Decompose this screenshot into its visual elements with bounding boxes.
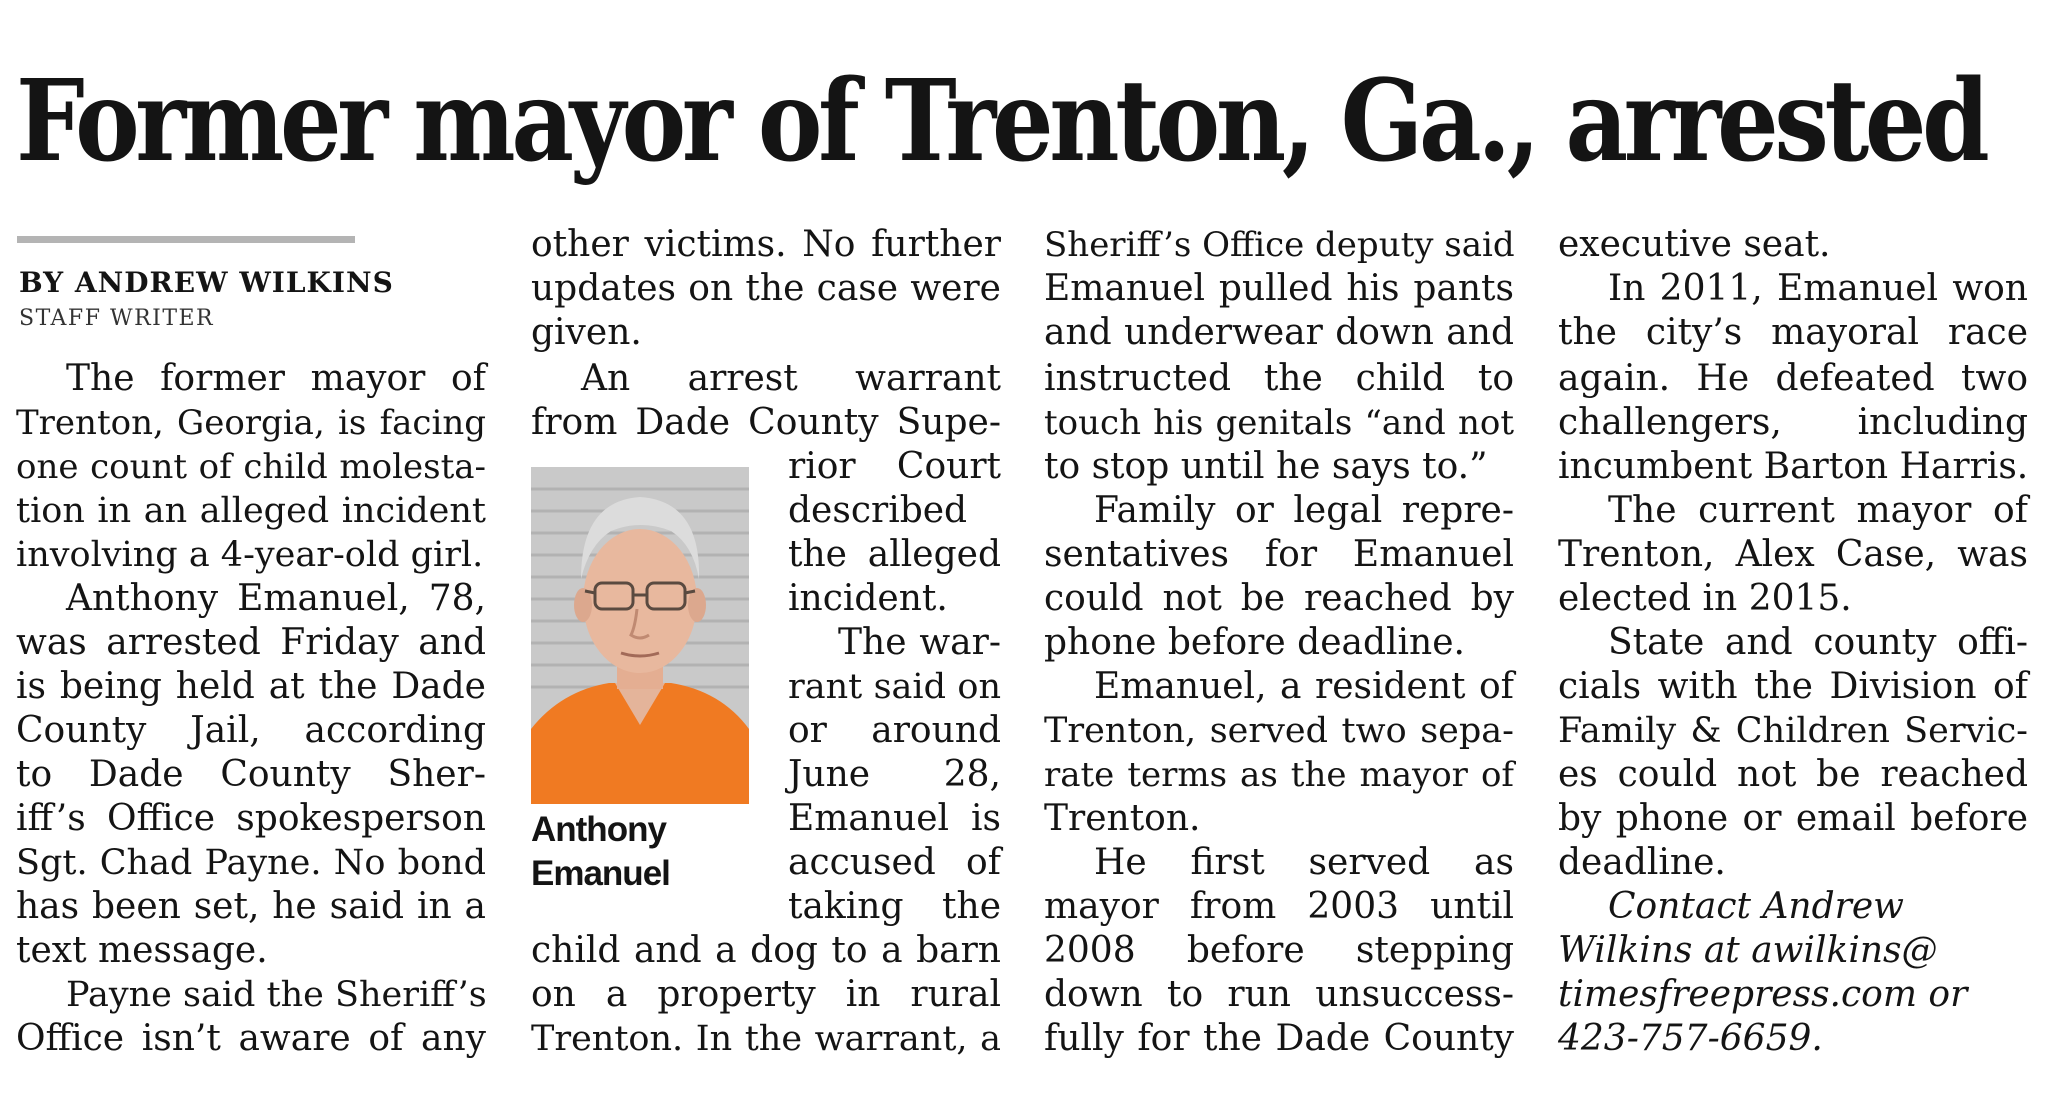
article-line: rant said on (788, 667, 1001, 707)
article-line: 2008 before stepping (1044, 930, 1514, 971)
article-column-4 (1558, 0, 2028, 1106)
photo-caption-line: Emanuel (531, 854, 670, 893)
article-line: or around (788, 710, 1001, 751)
article-line: Trenton, Alex Case, was (1558, 534, 2028, 575)
article-line: deadline. (1558, 842, 1726, 883)
article-line: Contact Andrew (1608, 886, 1904, 927)
article-line: could not be reached by (1044, 578, 1514, 619)
article-line: cials with the Division of (1558, 666, 2028, 707)
article-line: challengers, including (1558, 402, 2028, 443)
article-line: has been set, he said in a (16, 886, 486, 927)
article-line: State and county offi- (1608, 622, 2028, 663)
article-line: timesfreepress.com or (1558, 974, 1968, 1015)
article-line: Emanuel is (788, 798, 1001, 839)
article-line: iff’s Office spokesperson (16, 798, 486, 839)
photo-caption-line: Anthony (531, 810, 666, 849)
article-line: to stop until he says to.” (1044, 446, 1488, 487)
article-line: is being held at the Dade (16, 666, 486, 707)
mugshot-photo (531, 467, 749, 804)
headline: Former mayor of Trenton, Ga., arrested (16, 56, 1986, 187)
article-line: touch his genitals “and not (1044, 403, 1514, 443)
article-line: Trenton, Georgia, is facing (16, 403, 486, 443)
article-line: updates on the case were (531, 268, 1001, 309)
article-column-3 (1044, 0, 1514, 1106)
article-line: tion in an alleged incident (16, 491, 486, 531)
article-line: the city’s mayoral race (1558, 312, 2028, 353)
article-line: was arrested Friday and (16, 622, 486, 663)
article-line: text message. (16, 930, 268, 971)
article-line: incident. (788, 578, 948, 619)
article-line: elected in 2015. (1558, 578, 1852, 619)
article-line: instructed the child to (1044, 358, 1514, 399)
article-line: accused of (788, 842, 1001, 883)
article-line: Emanuel pulled his pants (1044, 268, 1514, 309)
article-line: Trenton. In the warrant, a (531, 1019, 1001, 1059)
article-line: Trenton. (1044, 798, 1201, 839)
article-line: Payne said the Sheriff’s (66, 975, 487, 1015)
article-line: and underwear down and (1044, 312, 1514, 353)
article-line: June 28, (788, 754, 1001, 795)
article-line: taking the (788, 886, 1001, 927)
article-line: down to run unsuccess- (1044, 974, 1514, 1015)
article-line: Wilkins at awilkins@ (1558, 930, 1938, 971)
article-line: Trenton, served two sepa- (1044, 711, 1514, 751)
article-line: phone before deadline. (1044, 622, 1465, 663)
article-line: es could not be reached (1558, 754, 2028, 795)
article-line: sentatives for Emanuel (1044, 534, 1514, 575)
article-line: one count of child molesta- (16, 447, 486, 487)
article-line: to Dade County Sher- (16, 754, 486, 795)
article-line: mayor from 2003 until (1044, 886, 1514, 927)
article-line: rior Court (788, 446, 1001, 487)
article-column-1 (16, 0, 486, 1106)
article-line: child and a dog to a barn (531, 930, 1001, 971)
article-line: fully for the Dade County (1044, 1018, 1514, 1059)
article-line: other victims. No further (531, 224, 1001, 265)
article-line: Anthony Emanuel, 78, (66, 578, 486, 619)
article-line: involving a 4-year-old girl. (16, 535, 484, 575)
byline: BY ANDREW WILKINS (19, 266, 394, 299)
article-line: Sheriff’s Office deputy said (1044, 225, 1515, 265)
article-line: from Dade County Supe- (531, 402, 1001, 443)
article-line: Emanuel, a resident of (1094, 666, 1514, 707)
article-line: Family & Children Servic- (1558, 711, 2028, 751)
byline-role: STAFF WRITER (19, 306, 215, 331)
article-line: The current mayor of (1608, 490, 2028, 531)
article-line: The war- (838, 622, 1001, 663)
article-line: executive seat. (1558, 224, 1831, 265)
article-line: County Jail, according (16, 710, 486, 751)
article-line: Sgt. Chad Payne. No bond (16, 843, 486, 883)
article-line: given. (531, 312, 642, 353)
article-line: described (788, 490, 968, 531)
article-line: The former mayor of (66, 358, 486, 399)
photo-caption (531, 808, 751, 896)
article-line: rate terms as the mayor of (1044, 755, 1514, 795)
article-line: Family or legal repre- (1094, 490, 1514, 531)
article-line: on a property in rural (531, 974, 1001, 1015)
article-line: the alleged (788, 534, 1001, 575)
article-line: incumbent Barton Harris. (1558, 446, 2029, 487)
article-line: 423-757-6659. (1558, 1018, 1823, 1059)
article-line: by phone or email before (1558, 798, 2028, 839)
article-line: He first served as (1094, 842, 1514, 883)
article-line: Office isn’t aware of any (16, 1018, 486, 1059)
article-line: An arrest warrant (581, 358, 1001, 399)
article-line: again. He defeated two (1558, 358, 2028, 399)
article-line: In 2011, Emanuel won (1608, 268, 2028, 309)
